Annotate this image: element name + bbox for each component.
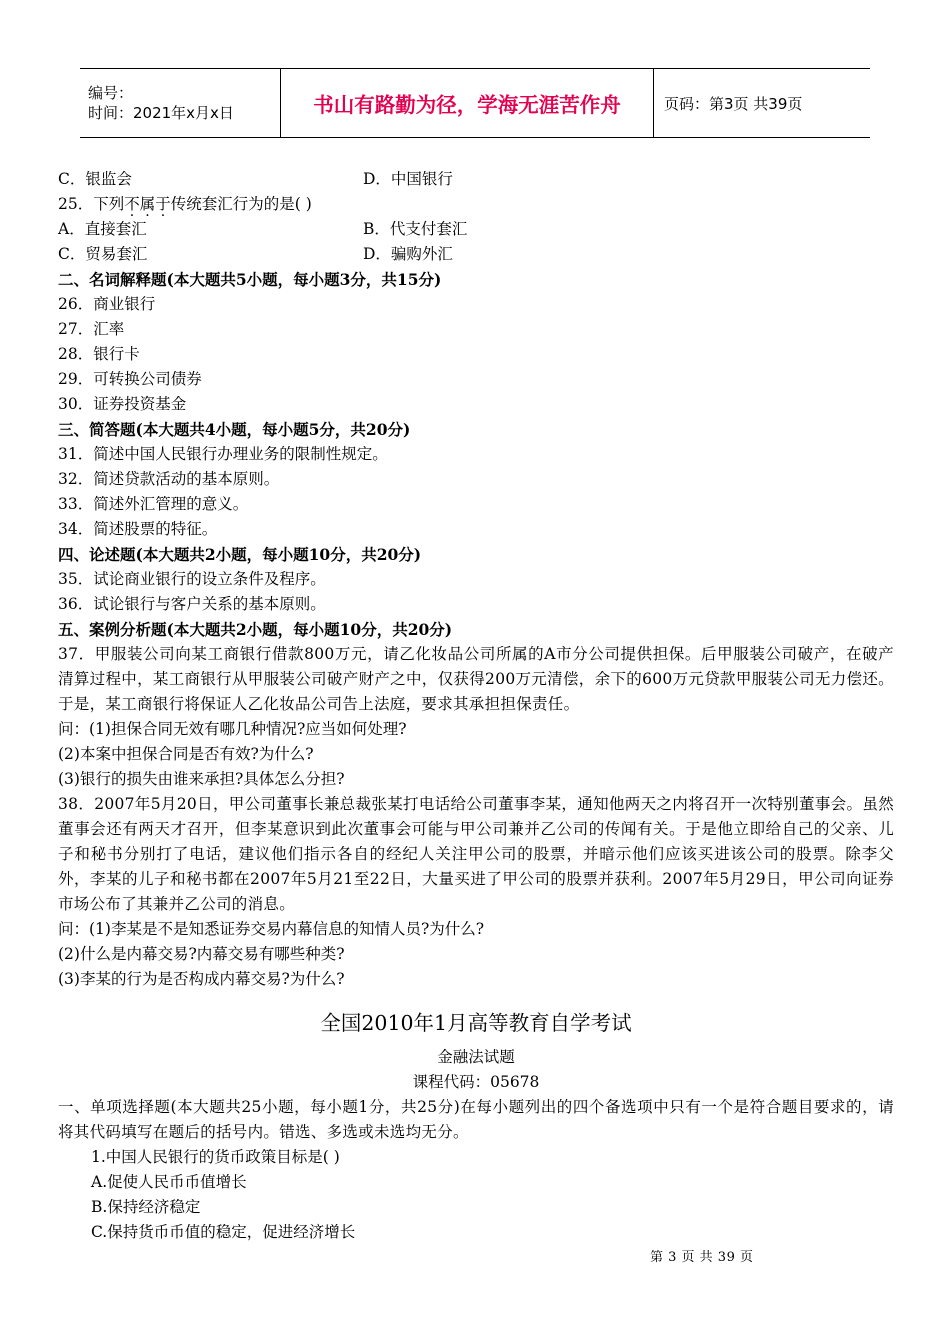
header-motto: 书山有路勤为径，学海无涯苦作舟 (313, 93, 621, 117)
header-motto-cell (280, 69, 654, 137)
header-page-cell (654, 69, 870, 137)
exam-title: 全国2010年1月高等教育自学考试 (320, 1011, 632, 1035)
question-32: 32．简述贷款活动的基本原则。 (58, 470, 280, 488)
emphasis-char: 不 (124, 195, 140, 213)
question-37-case: 37．甲服装公司向某工商银行借款800万元，请乙化妆品公司所属的A市分公司提供担保。后甲服装公司破产，在破产清算过程中，某工商银行从甲服装公司破产财产之中，仅获得200万元清偿，余下的600万元贷款甲服装公司无力偿还。于是，某工商银行将保证人乙化妆品公司告上法庭，要求其承担担保责任。 (58, 645, 894, 713)
header-left-cell (80, 69, 280, 137)
question-33: 33．简述外汇管理的意义。 (58, 495, 249, 513)
time-label: 时间：2021年x月x日 (88, 104, 234, 122)
question-25-options-cd (58, 242, 894, 267)
header-page-info: 页码：第3页 共39页 (664, 94, 803, 113)
question-31: 31．简述中国人民银行办理业务的限制性规定。 (58, 445, 388, 463)
question-38-sub-2: (2)什么是内幕交易?内幕交易有哪些种类? (58, 945, 345, 963)
document-body (58, 167, 894, 1245)
option-c: C．贸易套汇 (58, 245, 148, 263)
exam-question-1: 1.中国人民银行的货币政策目标是( ) (91, 1148, 340, 1166)
question-37-sub-2: (2)本案中担保合同是否有效?为什么? (58, 745, 314, 763)
exam-question-1-option-c: C.保持货币币值的稳定，促进经济增长 (91, 1223, 356, 1241)
question-text: 传统套汇行为的是( ) (170, 195, 312, 213)
question-37-sub-1: 问：(1)担保合同无效有哪几种情况?应当如何处理? (58, 720, 407, 738)
question-38-case: 38．2007年5月20日，甲公司董事长兼总裁张某打电话给公司董事李某，通知他两天之内将召开一次特别董事会。虽然董事会还有两天才召开，但李某意识到此次董事会可能与甲公司兼并乙公司的传闻有关。于是他立即给自己的父亲、儿子和秘书分别打了电话，建议他们指示各自的经纪人关注甲公司的股票，并暗示他们应该买进该公司的股票。除李父外，李某的儿子和秘书都在2007年5月21至22日，大量买进了甲公司的股票并获利。2007年5月29日，甲公司向证券市场公布了其兼并乙公司的消息。 (58, 795, 894, 913)
section-5-title: 五、案例分析题(本大题共2小题，每小题10分，共20分) (58, 620, 453, 639)
number-label: 编号： (88, 84, 134, 102)
question-38-sub-1: 问：(1)李某是不是知悉证券交易内幕信息的知情人员?为什么? (58, 920, 485, 938)
emphasis-char: 属 (139, 195, 156, 213)
section-3-title: 三、简答题(本大题共4小题，每小题5分，共20分) (58, 420, 411, 439)
question-30: 30．证券投资基金 (58, 395, 187, 413)
section-4-title: 四、论述题(本大题共2小题，每小题10分，共20分) (58, 545, 422, 564)
exam-subject: 金融法试题 (437, 1048, 515, 1066)
question-38-sub-3: (3)李某的行为是否构成内幕交易?为什么? (58, 970, 345, 988)
question-37-sub-3: (3)银行的损失由谁来承担?具体怎么分担? (58, 770, 345, 788)
section-2-title: 二、名词解释题(本大题共5小题，每小题3分，共15分) (58, 270, 442, 289)
exam-question-1-option-b: B.保持经济稳定 (91, 1198, 201, 1216)
question-36: 36．试论银行与客户关系的基本原则。 (58, 595, 326, 613)
question-26: 26．商业银行 (58, 295, 156, 313)
option-a: A．直接套汇 (58, 220, 147, 238)
question-27: 27．汇率 (58, 320, 125, 338)
page-header (80, 68, 870, 138)
question-text: 25．下列 (58, 195, 125, 213)
option-d: D．中国银行 (363, 170, 453, 188)
question-29: 29．可转换公司债券 (58, 370, 202, 388)
option-c: C．银监会 (58, 170, 132, 188)
section-1-instructions: 一、单项选择题(本大题共25小题，每小题1分，共25分)在每小题列出的四个备选项中只有一个是符合题目要求的，请将其代码填写在题后的括号内。错选、多选或未选均无分。 (58, 1098, 894, 1141)
option-d: D．骗购外汇 (363, 245, 453, 263)
course-code: 课程代码：05678 (412, 1073, 540, 1091)
emphasis-char: 于 (155, 195, 171, 213)
exam-question-1-option-a: A.促使人民币币值增长 (91, 1173, 247, 1191)
question-28: 28．银行卡 (58, 345, 140, 363)
question-25-options-ab (58, 217, 894, 242)
question-24-options-cd (58, 167, 894, 192)
question-25 (58, 192, 894, 217)
question-35: 35．试论商业银行的设立条件及程序。 (58, 570, 326, 588)
question-34: 34．简述股票的特征。 (58, 520, 218, 538)
option-b: B．代支付套汇 (363, 220, 468, 238)
page-footer: 第 3 页 共 39 页 (650, 1250, 754, 1265)
